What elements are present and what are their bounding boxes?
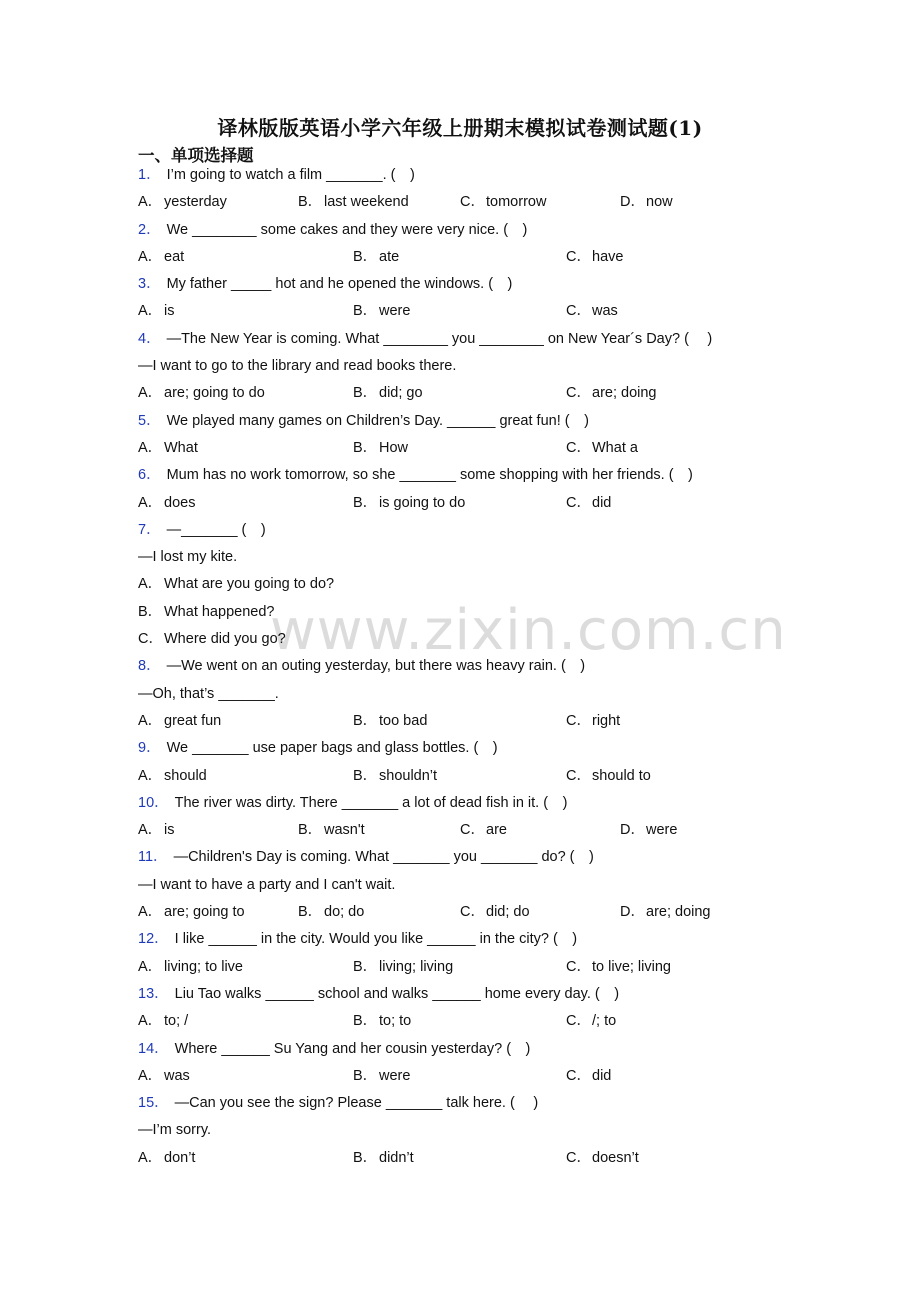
question-stem bbox=[138, 1036, 778, 1063]
question-number: 13． bbox=[138, 985, 169, 1002]
option-text: too bad bbox=[379, 712, 428, 729]
answer-option[interactable] bbox=[353, 954, 453, 981]
option-row bbox=[138, 817, 778, 844]
option-letter: B． bbox=[298, 194, 323, 211]
option-letter: A． bbox=[138, 385, 163, 402]
answer-option[interactable] bbox=[566, 298, 618, 325]
option-text: ate bbox=[379, 248, 400, 265]
option-text: What happened? bbox=[164, 603, 275, 620]
option-letter: B． bbox=[353, 767, 378, 784]
answer-option[interactable] bbox=[138, 1063, 190, 1090]
option-text: to live; living bbox=[592, 958, 671, 975]
option-row bbox=[138, 763, 778, 790]
answer-option[interactable] bbox=[138, 298, 174, 325]
option-text: does bbox=[164, 494, 196, 511]
option-text: How bbox=[379, 439, 409, 456]
option-text: now bbox=[646, 194, 673, 211]
option-letter: C． bbox=[566, 494, 591, 511]
option-letter: C． bbox=[566, 1013, 591, 1030]
option-letter: C． bbox=[460, 904, 485, 921]
answer-option[interactable] bbox=[353, 435, 408, 462]
question-stem bbox=[138, 790, 778, 817]
dialogue-line: —I lost my kite. bbox=[138, 549, 238, 566]
option-letter: B． bbox=[138, 603, 163, 620]
question-number: 11． bbox=[138, 849, 168, 866]
answer-option[interactable] bbox=[353, 298, 410, 325]
option-row bbox=[138, 599, 778, 626]
question-number: 6． bbox=[138, 467, 161, 484]
option-letter: A． bbox=[138, 712, 163, 729]
answer-option[interactable] bbox=[566, 954, 671, 981]
option-letter: C． bbox=[566, 385, 591, 402]
option-letter: A． bbox=[138, 439, 163, 456]
question-number: 9． bbox=[138, 740, 161, 757]
option-text: should to bbox=[592, 767, 651, 784]
option-text: don’t bbox=[164, 1149, 196, 1166]
page-title: 译林版版英语小学六年级上册期末模拟试卷测试题(1) bbox=[217, 116, 703, 140]
dialogue-line: —I’m sorry. bbox=[138, 1122, 212, 1139]
question-stem bbox=[138, 735, 778, 762]
answer-option[interactable] bbox=[566, 763, 651, 790]
option-text: right bbox=[592, 712, 621, 729]
option-text: are; going to do bbox=[164, 385, 265, 402]
answer-option[interactable] bbox=[566, 435, 638, 462]
question-text: —Children's Day is coming. What _______ you _______ do? ( ) bbox=[173, 849, 594, 866]
option-text: did bbox=[592, 494, 612, 511]
answer-option[interactable] bbox=[353, 763, 437, 790]
question-text: We ________ some cakes and they were very nice. ( ) bbox=[166, 221, 528, 238]
option-text: did; go bbox=[379, 385, 423, 402]
option-text: to; / bbox=[164, 1013, 189, 1030]
option-letter: B． bbox=[353, 248, 378, 265]
option-text: to; to bbox=[379, 1013, 412, 1030]
answer-option[interactable] bbox=[620, 899, 711, 926]
option-text: yesterday bbox=[164, 194, 227, 211]
option-text: wasn't bbox=[324, 822, 365, 839]
question-text: —The New Year is coming. What ________ you ________ on New Year´s Day? ( ) bbox=[166, 330, 713, 347]
option-text: did; do bbox=[486, 904, 530, 921]
option-letter: A． bbox=[138, 767, 163, 784]
option-letter: A． bbox=[138, 194, 163, 211]
option-letter: C． bbox=[566, 1149, 591, 1166]
question-stem bbox=[138, 1090, 778, 1117]
question-text: We played many games on Children’s Day. ______ great fun! ( ) bbox=[166, 412, 589, 429]
option-row bbox=[138, 380, 778, 407]
question-text: I’m going to watch a film _______. ( ) bbox=[166, 167, 415, 183]
option-text: is going to do bbox=[379, 494, 466, 511]
answer-option[interactable] bbox=[353, 1008, 411, 1035]
option-row bbox=[138, 954, 778, 981]
question-stem bbox=[138, 326, 778, 353]
option-letter: B． bbox=[353, 494, 378, 511]
question-text: —Can you see the sign? Please _______ talk here. ( ) bbox=[174, 1095, 539, 1112]
question-number: 7． bbox=[138, 521, 161, 538]
option-letter: C． bbox=[566, 767, 591, 784]
option-text: didn’t bbox=[379, 1149, 414, 1166]
question-text: —_______ ( ) bbox=[166, 521, 266, 538]
option-text: living; living bbox=[379, 958, 454, 975]
option-row bbox=[138, 899, 778, 926]
option-text: last weekend bbox=[324, 194, 409, 211]
question-list bbox=[138, 162, 778, 1172]
option-letter: B． bbox=[353, 1149, 378, 1166]
question-text: I like ______ in the city. Would you like ______ in the city? ( ) bbox=[174, 931, 578, 948]
option-letter: B． bbox=[353, 712, 378, 729]
answer-option[interactable] bbox=[138, 817, 174, 844]
answer-option[interactable] bbox=[138, 244, 184, 271]
question-number: 8． bbox=[138, 658, 161, 675]
answer-option[interactable] bbox=[566, 490, 611, 517]
question-number: 10． bbox=[138, 794, 169, 811]
option-text: were bbox=[379, 303, 411, 320]
question-text: Where ______ Su Yang and her cousin yesterday? ( ) bbox=[174, 1040, 531, 1057]
question-stem bbox=[138, 926, 778, 953]
option-letter: C． bbox=[566, 439, 591, 456]
option-letter: B． bbox=[353, 303, 378, 320]
answer-option[interactable] bbox=[138, 954, 243, 981]
option-text: are; going to bbox=[164, 904, 245, 921]
option-text: great fun bbox=[164, 712, 222, 729]
answer-option[interactable] bbox=[566, 1145, 639, 1172]
answer-option[interactable] bbox=[460, 189, 546, 216]
option-text: were bbox=[646, 822, 678, 839]
answer-option[interactable] bbox=[138, 435, 198, 462]
option-row bbox=[138, 189, 778, 216]
answer-option[interactable] bbox=[566, 708, 620, 735]
option-row bbox=[138, 435, 778, 462]
option-text: shouldn’t bbox=[379, 767, 438, 784]
answer-option[interactable] bbox=[138, 380, 265, 407]
option-row bbox=[138, 490, 778, 517]
option-row bbox=[138, 571, 778, 598]
option-text: is bbox=[164, 303, 175, 320]
answer-option[interactable] bbox=[460, 899, 530, 926]
question-stem bbox=[138, 462, 778, 489]
option-letter: A． bbox=[138, 958, 163, 975]
option-text: What are you going to do? bbox=[164, 576, 335, 593]
option-text: doesn’t bbox=[592, 1149, 639, 1166]
option-text: is bbox=[164, 822, 175, 839]
option-letter: B． bbox=[353, 1067, 378, 1084]
option-text: have bbox=[592, 248, 624, 265]
watermark: www.zixin.com.cn bbox=[270, 598, 787, 663]
option-row bbox=[138, 1008, 778, 1035]
dialogue-line: —Oh, that’s _______. bbox=[138, 685, 279, 702]
question-stem bbox=[138, 408, 778, 435]
option-text: eat bbox=[164, 248, 185, 265]
answer-option[interactable] bbox=[460, 817, 507, 844]
question-stem bbox=[138, 217, 778, 244]
option-text: do; do bbox=[324, 904, 365, 921]
question-stem bbox=[138, 653, 778, 680]
question-stem bbox=[138, 844, 778, 871]
answer-option[interactable] bbox=[138, 899, 245, 926]
dialogue-line: —I want to go to the library and read books there. bbox=[138, 358, 457, 375]
option-row bbox=[138, 1063, 778, 1090]
option-row bbox=[138, 1145, 778, 1172]
question-text: The river was dirty. There _______ a lot of dead fish in it. ( ) bbox=[174, 794, 568, 811]
answer-option[interactable] bbox=[298, 899, 364, 926]
question-stem bbox=[138, 271, 778, 298]
option-letter: A． bbox=[138, 1149, 163, 1166]
answer-option[interactable] bbox=[138, 708, 221, 735]
option-letter: A． bbox=[138, 248, 163, 265]
answer-option[interactable] bbox=[353, 1063, 410, 1090]
option-text: Where did you go? bbox=[164, 631, 286, 648]
question-number: 4． bbox=[138, 330, 161, 347]
answer-option[interactable] bbox=[566, 1008, 616, 1035]
question-number: 1． bbox=[138, 167, 161, 183]
option-letter: A． bbox=[138, 303, 163, 320]
answer-option[interactable] bbox=[298, 189, 409, 216]
question-number: 5． bbox=[138, 412, 161, 429]
answer-option[interactable] bbox=[138, 571, 334, 598]
option-letter: C． bbox=[138, 631, 163, 648]
option-row bbox=[138, 244, 778, 271]
question-number: 14． bbox=[138, 1040, 169, 1057]
question-text: Liu Tao walks ______ school and walks ______ home every day. ( ) bbox=[174, 985, 620, 1002]
section-heading: 一、单项选择题 bbox=[138, 146, 254, 165]
option-letter: B． bbox=[353, 385, 378, 402]
question-stem bbox=[138, 162, 778, 189]
option-letter: B． bbox=[353, 439, 378, 456]
option-text: are; doing bbox=[646, 904, 711, 921]
question-number: 3． bbox=[138, 276, 161, 293]
option-letter: A． bbox=[138, 904, 163, 921]
option-text: are; doing bbox=[592, 385, 657, 402]
dialogue-line: —I want to have a party and I can't wait. bbox=[138, 876, 396, 893]
answer-option[interactable] bbox=[566, 1063, 611, 1090]
option-text: did bbox=[592, 1067, 612, 1084]
answer-option[interactable] bbox=[620, 817, 677, 844]
option-text: was bbox=[592, 303, 618, 320]
option-letter: A． bbox=[138, 1013, 163, 1030]
option-text: living; to live bbox=[164, 958, 243, 975]
option-letter: A． bbox=[138, 822, 163, 839]
answer-option[interactable] bbox=[138, 490, 195, 517]
option-letter: A． bbox=[138, 1067, 163, 1084]
answer-option[interactable] bbox=[353, 244, 399, 271]
option-text: are bbox=[486, 822, 507, 839]
option-letter: A． bbox=[138, 576, 163, 593]
option-text: What a bbox=[592, 439, 638, 456]
option-letter: B． bbox=[298, 904, 323, 921]
option-letter: B． bbox=[353, 1013, 378, 1030]
option-row bbox=[138, 626, 778, 653]
question-stem bbox=[138, 981, 778, 1008]
option-text: What bbox=[164, 439, 198, 456]
answer-option[interactable] bbox=[138, 599, 274, 626]
answer-option[interactable] bbox=[353, 490, 465, 517]
option-letter: C． bbox=[460, 822, 485, 839]
option-letter: D． bbox=[620, 194, 645, 211]
option-letter: C． bbox=[566, 1067, 591, 1084]
question-text: Mum has no work tomorrow, so she _______ some shopping with her friends. ( ) bbox=[166, 467, 693, 484]
question-text: My father _____ hot and he opened the windows. ( ) bbox=[166, 276, 513, 293]
option-text: should bbox=[164, 767, 207, 784]
answer-option[interactable] bbox=[138, 189, 227, 216]
option-text: were bbox=[379, 1067, 411, 1084]
answer-option[interactable] bbox=[298, 817, 365, 844]
question-stem bbox=[138, 517, 778, 544]
answer-option[interactable] bbox=[353, 1145, 414, 1172]
option-text: /; to bbox=[592, 1013, 617, 1030]
answer-option[interactable] bbox=[620, 189, 673, 216]
option-letter: A． bbox=[138, 494, 163, 511]
option-letter: B． bbox=[298, 822, 323, 839]
question-number: 15． bbox=[138, 1095, 169, 1112]
question-number: 12． bbox=[138, 931, 169, 948]
option-letter: C． bbox=[566, 248, 591, 265]
answer-option[interactable] bbox=[138, 626, 286, 653]
question-number: 2． bbox=[138, 221, 161, 238]
option-row bbox=[138, 298, 778, 325]
option-letter: C． bbox=[566, 712, 591, 729]
option-letter: D． bbox=[620, 904, 645, 921]
question-text: We _______ use paper bags and glass bottles. ( ) bbox=[166, 740, 498, 757]
question-text: —We went on an outing yesterday, but there was heavy rain. ( ) bbox=[166, 658, 586, 675]
option-letter: D． bbox=[620, 822, 645, 839]
answer-option[interactable] bbox=[138, 1008, 188, 1035]
answer-option[interactable] bbox=[353, 708, 427, 735]
answer-option[interactable] bbox=[566, 380, 657, 407]
answer-option[interactable] bbox=[353, 380, 423, 407]
option-letter: C． bbox=[566, 958, 591, 975]
option-letter: B． bbox=[353, 958, 378, 975]
option-row bbox=[138, 708, 778, 735]
answer-option[interactable] bbox=[138, 1145, 195, 1172]
option-text: tomorrow bbox=[486, 194, 547, 211]
answer-option[interactable] bbox=[138, 763, 207, 790]
answer-option[interactable] bbox=[566, 244, 623, 271]
option-text: was bbox=[164, 1067, 190, 1084]
option-letter: C． bbox=[460, 194, 485, 211]
option-letter: C． bbox=[566, 303, 591, 320]
